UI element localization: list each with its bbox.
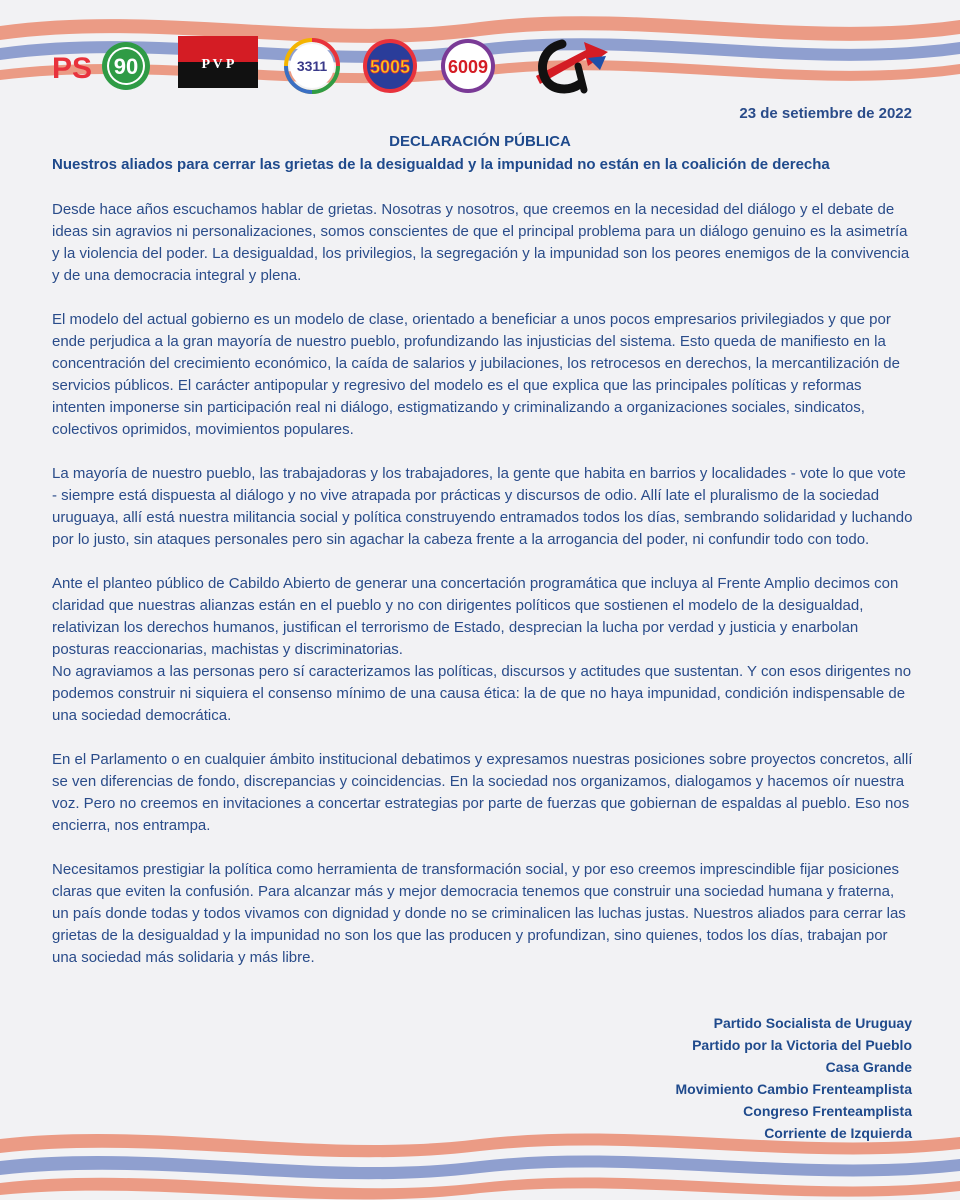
- lista-3311-logo: [284, 38, 340, 94]
- svg-text:90: 90: [113, 54, 139, 79]
- paragraph: Ante el planteo público de Cabildo Abierto de generar una concertación programática que incluya al Frente Amplio decimos con claridad que nuestras alianzas están en el pueblo y no con dirigentes políticos que sostienen el modelo de la desigualdad, relativizan los derechos humanos, justifican el terrorismo de Estado, desprecian la lucha por verdad y justicia y enarbolan posturas reaccionarias, machistas y discriminatorias.: [52, 575, 899, 658]
- corriente-de-izquierda-logo: [528, 36, 618, 96]
- svg-text:5005: 5005: [369, 57, 411, 77]
- signatory: Partido por la Victoria del Pueblo: [692, 1037, 912, 1053]
- lista-6009-logo: [440, 38, 496, 94]
- svg-text:P V P: P V P: [201, 57, 235, 72]
- signatory: Partido Socialista de Uruguay: [713, 1015, 912, 1031]
- paragraph: En el Parlamento o en cualquier ámbito institucional debatimos y expresamos nuestras posiciones sobre proyectos concretos, allí se ven diferencias de fondo, discrepancias y coincidencias. En la sociedad nos organizamos, dialogamos y hacemos oír nuestra voz. Pero no creemos en invitaciones a concertar estrategias por parte de fuerzas que gobiernan de espaldas al pueblo. Eso nos encierra, nos entrampa.: [52, 751, 913, 834]
- signatory: Casa Grande: [825, 1059, 912, 1075]
- document-body: [52, 199, 914, 991]
- svg-text:6009: 6009: [447, 57, 489, 77]
- svg-text:3311: 3311: [296, 58, 328, 74]
- paragraph: Desde hace años escuchamos hablar de grietas. Nosotras y nosotros, que creemos en la necesidad del diálogo y el debate de ideas sin agravios ni personalizaciones, somos conscientes de que el principal problema para un diálogo genuino es la asimetría y la violencia del poder. La desigualdad, los privilegios, la segregación y la impunidad son los peores enemigos de la convivencia y de una democracia integral y plena.: [52, 201, 910, 284]
- ps-90-logo: [52, 40, 152, 90]
- document-title: DECLARACIÓN PÚBLICA: [389, 133, 571, 150]
- document-date: 23 de setiembre de 2022: [739, 105, 912, 122]
- bottom-wave-decoration: [0, 1125, 960, 1200]
- paragraph: No agraviamos a las personas pero sí caracterizamos las políticas, discursos y actitudes que sustentan. Y con esos dirigentes no podemos construir ni siquiera el consenso mínimo de una causa ética: la de que no haya impunidad, condición indispensable de una sociedad democrática.: [52, 663, 912, 724]
- signatory: Movimiento Cambio Frenteamplista: [675, 1081, 912, 1097]
- document-subtitle: Nuestros aliados para cerrar las grietas de la desigualdad y la impunidad no están en la coalición de derecha: [52, 156, 830, 173]
- paragraph: Necesitamos prestigiar la política como herramienta de transformación social, y por eso creemos imprescindible fijar posiciones claras que eviten la confusión. Para alcanzar más y mejor democracia tenemos que construir una sociedad humana y fraterna, un país donde todas y todos vivamos con dignidad y donde no se criminalicen las luchas justas. Nuestros aliados para cerrar las grietas de la desigualdad y la impunidad no son los que las producen y profundizan, sino quienes, todos los días, trabajan por una sociedad más solidaria y más libre.: [52, 861, 906, 966]
- lista-5005-logo: [362, 38, 418, 94]
- pvp-logo: [178, 36, 258, 88]
- svg-text:PS: PS: [52, 52, 93, 85]
- signatory: Congreso Frenteamplista: [743, 1103, 912, 1119]
- paragraph: La mayoría de nuestro pueblo, las trabajadoras y los trabajadores, la gente que habita en barrios y localidades - vote lo que vote - siempre está dispuesta al diálogo y no vive atrapada por prácticas y discursos de odio. Allí late el pluralismo de la sociedad uruguaya, allí está nuestra militancia social y política construyendo entramados todos los días, sembrando solidaridad y luchando por lo justo, sin ataques personales pero sin agachar la cabeza frente a la arrogancia del poder, ni confundir todo con todo.: [52, 465, 913, 548]
- signatory: Corriente de Izquierda: [764, 1125, 912, 1141]
- paragraph: El modelo del actual gobierno es un modelo de clase, orientado a beneficiar a unos pocos empresarios privilegiados y que por ende perjudica a la gran mayoría de nuestro pueblo, profundizando las injusticias del sistema. Esto queda de manifiesto en la concentración del crecimiento económico, la caída de salarios y jubilaciones, los retrocesos en derechos, la mercantilización de servicios públicos. El carácter antipopular y regresivo del modelo es el que explica que las principales políticas y reformas intenten imponerse sin participación real ni diálogo, estigmatizando y criminalizando a organizaciones sociales, sindicatos, colectivos oprimidos, movimientos populares.: [52, 311, 900, 438]
